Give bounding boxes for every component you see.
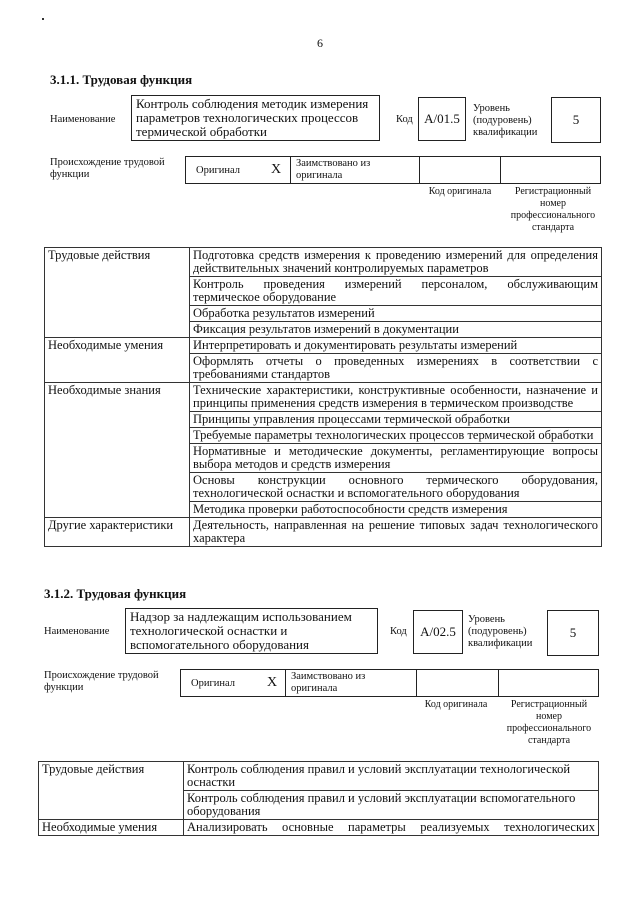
name-label: Наименование — [44, 626, 110, 637]
table-cell: Контроль соблюдения правил и условий эксплуатации технологической оснастки — [184, 762, 599, 791]
level-label: Уровень (подуровень) квалификации — [473, 103, 538, 138]
row-label: Трудовые действия — [39, 762, 184, 820]
code-label: Код — [396, 114, 413, 125]
original-label: Оригинал — [196, 165, 240, 176]
code-value: А/01.5 — [418, 97, 466, 141]
level-value: 5 — [551, 97, 601, 143]
origin-mark: X — [271, 162, 282, 177]
borrowed-label: Заимствовано из оригинала — [296, 158, 371, 181]
table-cell: Методика проверки работоспособности средств измерения — [190, 502, 602, 518]
function-details-table — [38, 761, 599, 836]
level-value: 5 — [547, 610, 599, 656]
row-label: Необходимые знания — [45, 383, 190, 518]
table-cell: Нормативные и методические документы, регламентирующие вопросы выбора методов и средств измерения — [190, 444, 602, 473]
row-label: Необходимые умения — [39, 820, 184, 836]
section-title: 3.1.2. Трудовая функция — [44, 586, 187, 601]
reg-number-caption: Регистрационный номер профессионального стандарта — [506, 699, 592, 746]
section-title: 3.1.1. Трудовая функция — [50, 72, 193, 87]
function-name-line: термической обработки — [136, 124, 267, 139]
code-original-caption: Код оригинала — [428, 186, 492, 197]
row-label: Трудовые действия — [45, 248, 190, 338]
table-cell: Технические характеристики, конструктивные особенности, назначение и принципы применения средств измерения в термическом производстве — [190, 383, 602, 412]
row-label: Другие характеристики — [45, 518, 190, 547]
table-cell: Фиксация результатов измерений в документации — [190, 322, 602, 338]
function-details-table — [44, 247, 602, 547]
origin-label: Происхождение трудовой функции — [50, 157, 165, 180]
function-name-line: параметров технологических процессов — [136, 110, 359, 125]
name-label: Наименование — [50, 114, 116, 125]
page-number: 6 — [317, 36, 323, 50]
code-value: А/02.5 — [413, 610, 463, 654]
table-cell: Требуемые параметры технологических процессов термической обработки — [190, 428, 602, 444]
function-name-box — [131, 95, 380, 141]
table-cell: Подготовка средств измерения к проведению измерений для определения действительных значений контролируемых параметров — [190, 248, 602, 277]
table-cell: Деятельность, направленная на решение типовых задач технологического характера — [190, 518, 602, 547]
origin-table — [185, 156, 601, 184]
table-cell: Контроль соблюдения правил и условий эксплуатации вспомогательного оборудования — [184, 791, 599, 820]
origin-label: Происхождение трудовой функции — [44, 670, 159, 693]
code-label: Код — [390, 626, 407, 637]
row-label: Необходимые умения — [45, 338, 190, 383]
function-name-line: Контроль соблюдения методик измерения — [136, 96, 369, 111]
table-cell: Контроль проведения измерений персоналом, обслуживающим термическое оборудование — [190, 277, 602, 306]
function-name-line: вспомогательного оборудования — [130, 637, 309, 652]
scan-speck — [42, 18, 44, 20]
table-cell: Принципы управления процессами термической обработки — [190, 412, 602, 428]
origin-mark: X — [267, 675, 278, 690]
function-name-line: Надзор за надлежащим использованием — [130, 609, 352, 624]
borrowed-label: Заимствовано из оригинала — [291, 671, 366, 694]
original-label: Оригинал — [191, 678, 235, 689]
code-original-caption: Код оригинала — [424, 699, 488, 710]
reg-number-caption: Регистрационный номер профессионального стандарта — [510, 186, 596, 233]
table-cell: Основы конструкции основного термического оборудования, технологической оснастки и вспомогательного оборудования — [190, 473, 602, 502]
function-name-line: технологической оснастки и — [130, 623, 288, 638]
table-cell: Интерпретировать и документировать результаты измерений — [190, 338, 602, 354]
table-cell: Оформлять отчеты о проведенных измерениях в соответствии с требованиями стандартов — [190, 354, 602, 383]
table-cell: Обработка результатов измерений — [190, 306, 602, 322]
function-name-box — [125, 608, 378, 654]
level-label: Уровень (подуровень) квалификации — [468, 614, 533, 649]
table-cell: Анализировать основные параметры реализуемых технологических — [184, 820, 599, 836]
origin-table — [180, 669, 599, 697]
